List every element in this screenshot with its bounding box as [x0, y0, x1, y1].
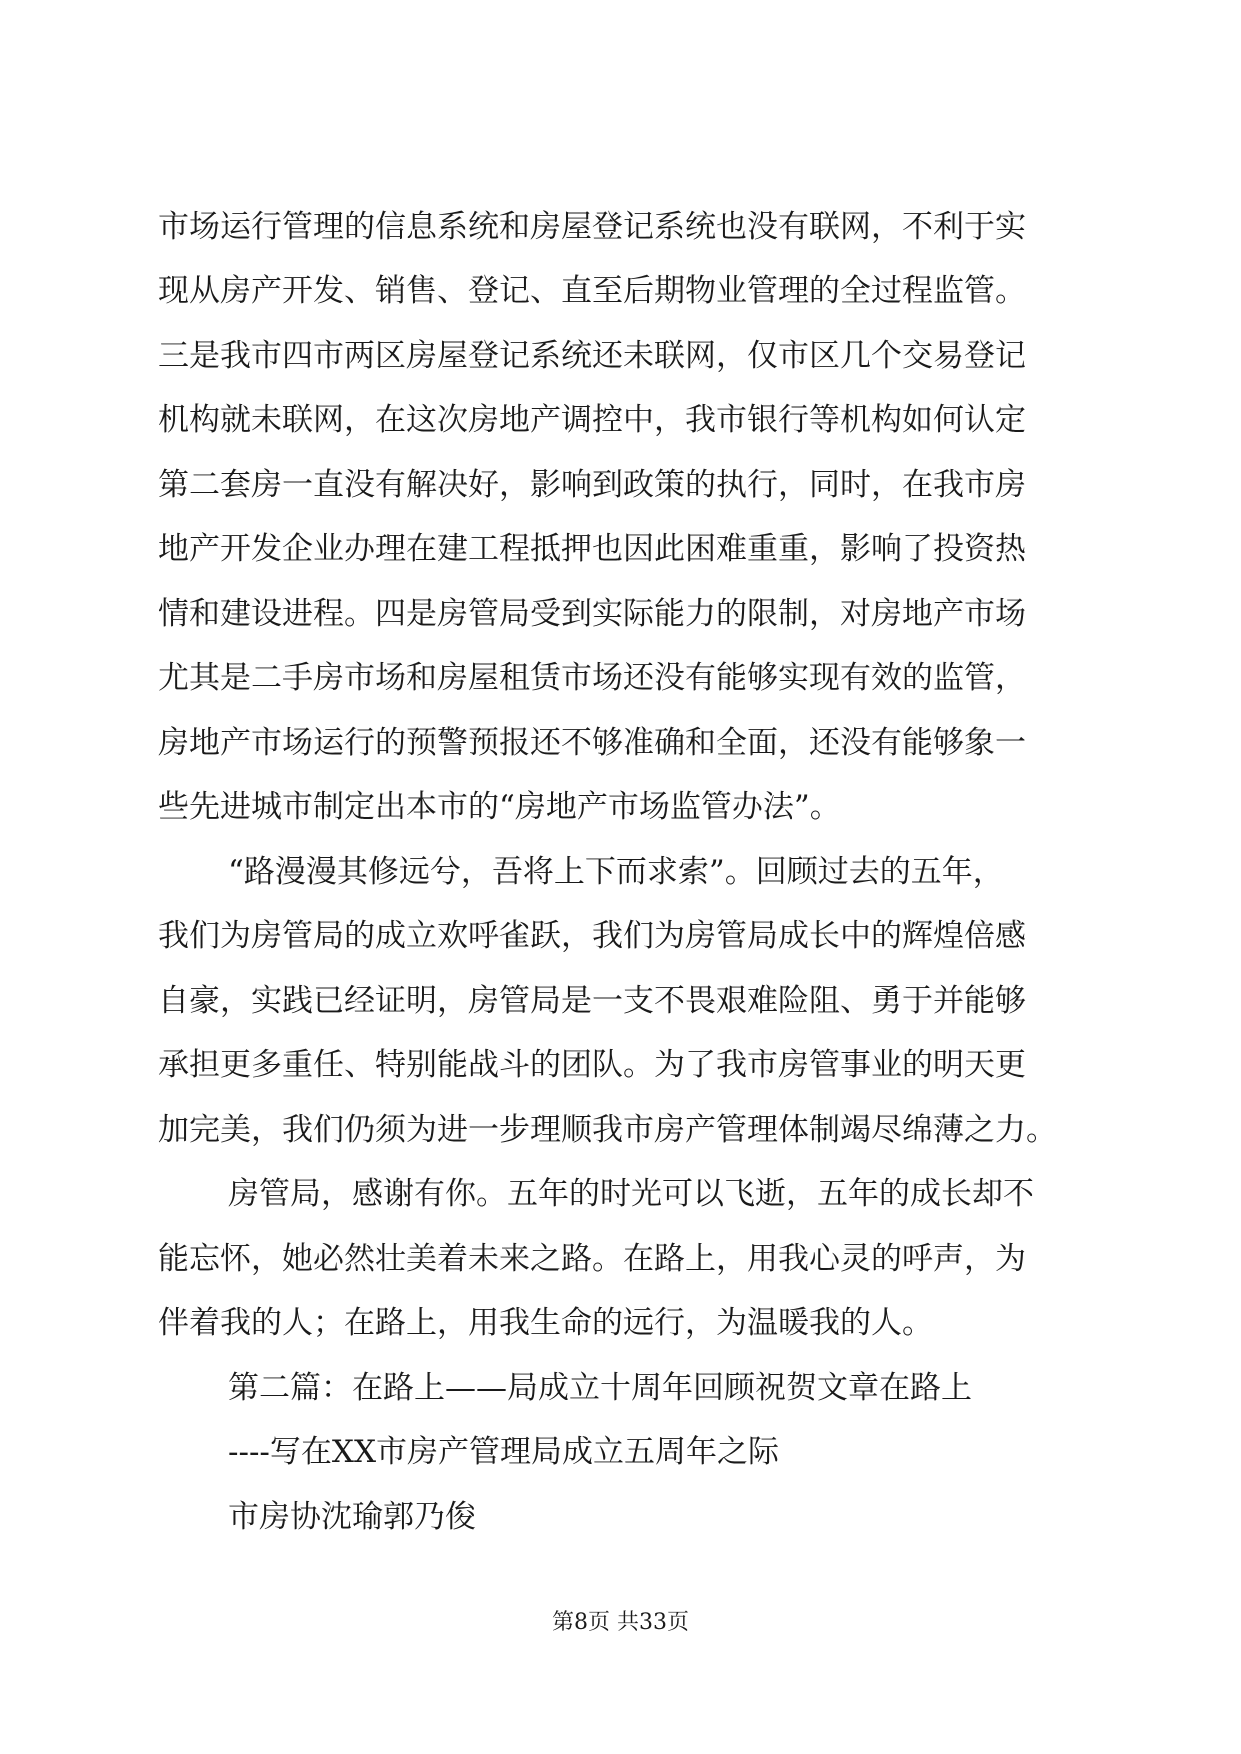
- text-line: 第二套房一直没有解决好，影响到政策的执行，同时，在我市房: [158, 467, 1026, 503]
- text-line: 三是我市四市两区房屋登记系统还未联网，仅市区几个交易登记: [158, 338, 1026, 374]
- text-line: 伴着我的人；在路上，用我生命的远行，为温暖我的人。: [158, 1305, 933, 1341]
- author-line: 市房协沈瑜郭乃俊: [228, 1499, 476, 1535]
- paragraph-start: “路漫漫其修远兮，吾将上下而求索”。回顾过去的五年，: [228, 854, 1004, 890]
- text-line: 加完美，我们仍须为进一步理顺我市房产管理体制竭尽绵薄之力。: [158, 1112, 1057, 1148]
- text-line: 自豪，实践已经证明，房管局是一支不畏艰难险阻、勇于并能够: [158, 983, 1026, 1019]
- text-line: 市场运行管理的信息系统和房屋登记系统也没有联网，不利于实: [158, 209, 1026, 245]
- text-line: 现从房产开发、销售、登记、直至后期物业管理的全过程监管。: [158, 273, 1026, 309]
- text-line: 地产开发企业办理在建工程抵押也因此困难重重，影响了投资热: [158, 531, 1026, 567]
- text-line: 尤其是二手房市场和房屋租赁市场还没有能够实现有效的监管，: [158, 660, 1026, 696]
- text-line: 些先进城市制定出本市的“房地产市场监管办法”。: [158, 789, 841, 825]
- text-line: 我们为房管局的成立欢呼雀跃，我们为房管局成长中的辉煌倍感: [158, 918, 1026, 954]
- text-line: 房地产市场运行的预警预报还不够准确和全面，还没有能够象一: [158, 725, 1026, 761]
- section-heading: 第二篇：在路上——局成立十周年回顾祝贺文章在路上: [228, 1370, 972, 1406]
- text-line: 能忘怀，她必然壮美着未来之路。在路上，用我心灵的呼声，为: [158, 1241, 1026, 1277]
- subtitle-line: ----写在XX市房产管理局成立五周年之际: [228, 1434, 780, 1470]
- text-line: 机构就未联网，在这次房地产调控中，我市银行等机构如何认定: [158, 402, 1026, 438]
- text-line: 情和建设进程。四是房管局受到实际能力的限制，对房地产市场: [158, 596, 1026, 632]
- text-line: 承担更多重任、特别能战斗的团队。为了我市房管事业的明天更: [158, 1047, 1026, 1083]
- paragraph-start: 房管局，感谢有你。五年的时光可以飞逝，五年的成长却不: [228, 1176, 1034, 1212]
- page-number-footer: 第8页 共33页: [552, 1610, 689, 1635]
